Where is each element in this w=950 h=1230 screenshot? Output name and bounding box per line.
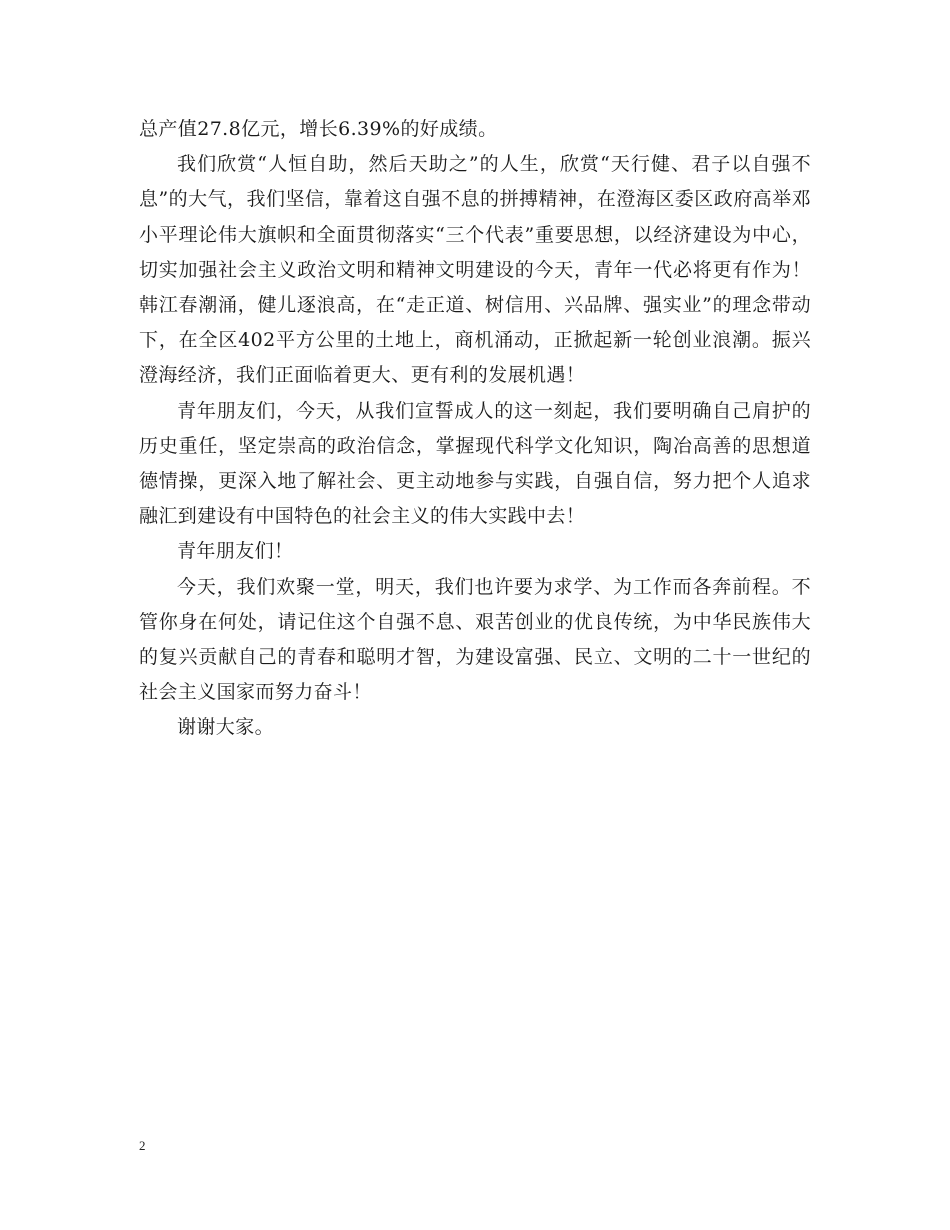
paragraph-youth-pledge: 青年朋友们，今天，从我们宣誓成人的这一刻起，我们要明确自己肩护的历史重任，坚定崇高的政治信念，掌握现代科学文化知识，陶冶高善的思想道德情操，更深入地了解社会、更主动地参与实践，自强自信，努力把个人追求融汇到建设有中国特色的社会主义的伟大实践中去！ xyxy=(139,399,811,528)
document-body xyxy=(139,112,811,746)
paragraph-salutation: 青年朋友们！ xyxy=(177,540,294,563)
paragraph-admiration: 我们欣赏“人恒自助，然后天助之”的人生，欣赏“天行健、君子以自强不息”的大气，我们坚信，靠着这自强不息的拼搏精神，在澄海区委区政府高举邓小平理论伟大旗帜和全面贯彻落实“三个代表”重要思想，以经济建设为中心，切实加强社会主义政治文明和精神文明建设的今天，青年一代必将更有作为！韩江春潮涌，健儿逐浪高，在“走正道、树信用、兴品牌、强实业”的理念带动下，在全区402平方公里的土地上，商机涌动，正掀起新一轮创业浪潮。振兴澄海经济，我们正面临着更大、更有利的发展机遇！ xyxy=(139,153,811,387)
paragraph-continuation: 总产值27.8亿元，增长6.39%的好成绩。 xyxy=(139,118,498,140)
page-number: 2 xyxy=(139,1138,146,1153)
paragraph-thanks: 谢谢大家。 xyxy=(177,716,275,739)
paragraph-closing-appeal: 今天，我们欢聚一堂，明天，我们也许要为求学、为工作而各奔前程。不管你身在何处，请记住这个自强不息、艰苦创业的优良传统，为中华民族伟大的复兴贡献自己的青春和聪明才智，为建设富强、民立、文明的二十一世纪的社会主义国家而努力奋斗！ xyxy=(139,575,811,704)
